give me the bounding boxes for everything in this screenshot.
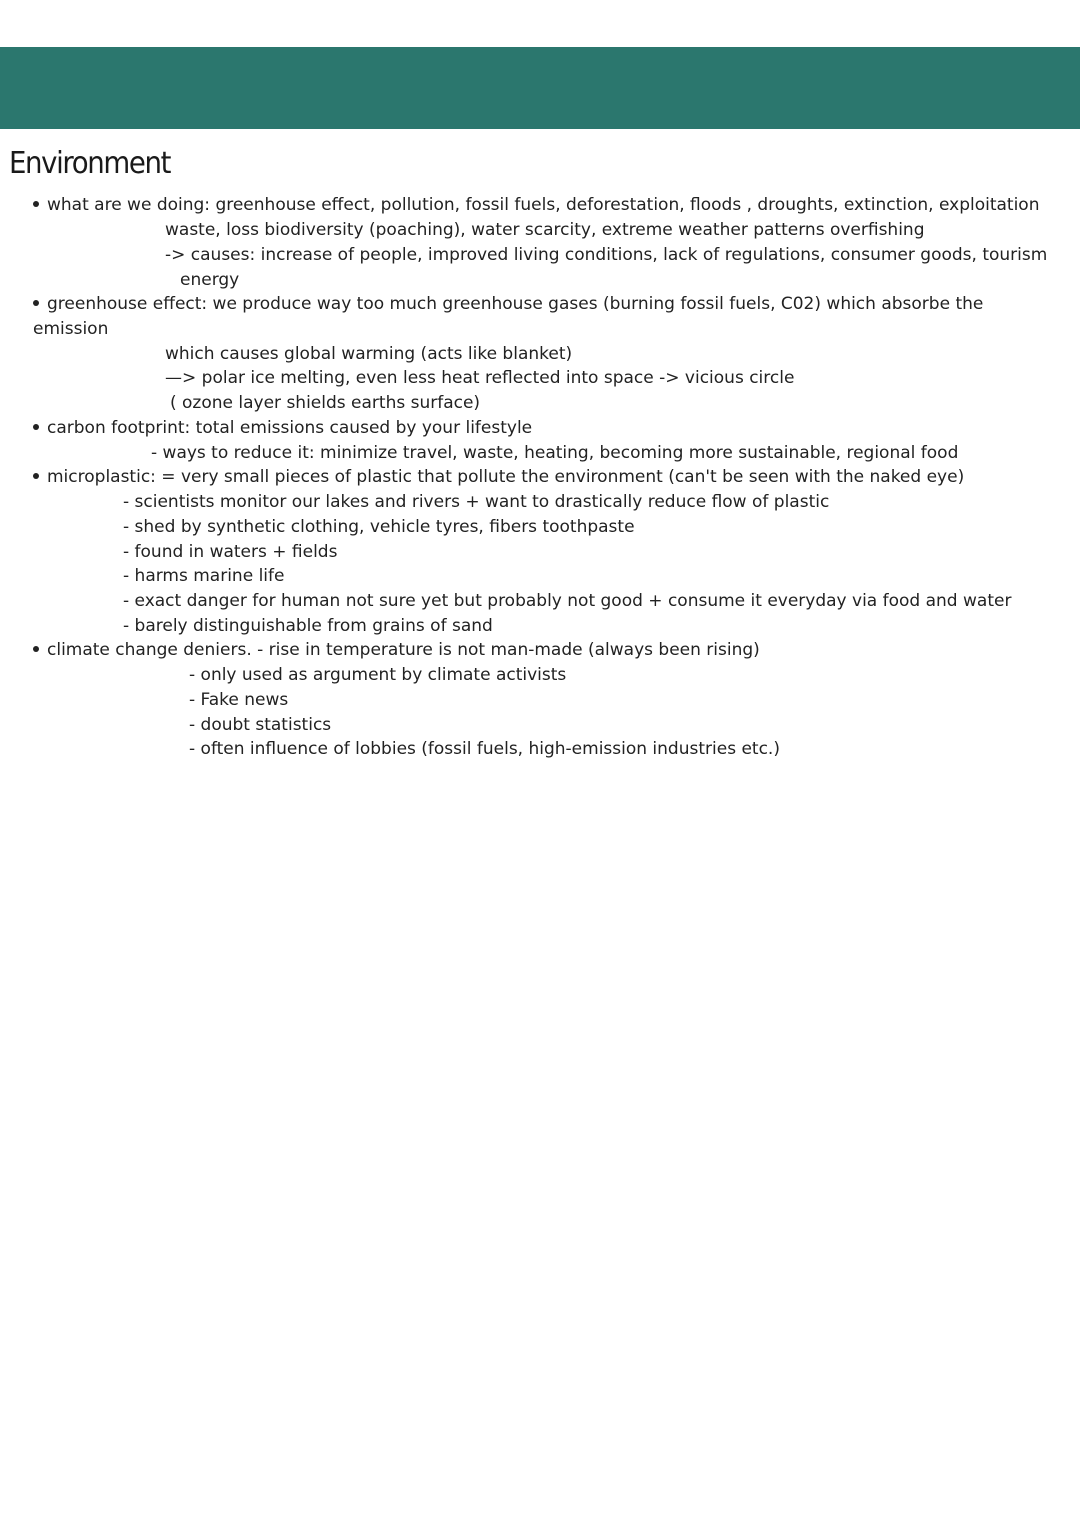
text-line: - scientists monitor our lakes and rivers + want to drastically reduce flow of plastic [123, 492, 830, 512]
bullet-line [33, 292, 983, 316]
text-line: - harms marine life [123, 566, 285, 586]
text-line: - doubt statistics [189, 715, 332, 735]
bullet-text: greenhouse effect: we produce way too much greenhouse gases (burning fossil fuels, C02) which absorbe the [47, 294, 984, 314]
bullet-text: what are we doing: greenhouse effect, pollution, fossil fuels, deforestation, floods , droughts, extinction, exploitation [47, 195, 1040, 215]
bullet-line [33, 638, 760, 662]
bullet-icon [33, 300, 39, 306]
bullet-text: microplastic: = very small pieces of plastic that pollute the environment (can't be seen with the naked eye) [47, 467, 965, 487]
bullet-line [33, 465, 964, 489]
bullet-icon [33, 424, 39, 430]
text-line: ( ozone layer shields earths surface) [170, 393, 481, 413]
bullet-icon [33, 201, 39, 207]
text-line: - often influence of lobbies (fossil fuels, high-emission industries etc.) [189, 739, 780, 759]
text-line: - only used as argument by climate activists [189, 665, 567, 685]
text-line: —> polar ice melting, even less heat reflected into space -> vicious circle [165, 368, 795, 388]
bullet-icon [33, 473, 39, 479]
text-line: - exact danger for human not sure yet but probably not good + consume it everyday via food and water [123, 591, 1012, 611]
header-band [0, 47, 1080, 129]
text-line: energy [180, 270, 240, 290]
bullet-text: carbon footprint: total emissions caused by your lifestyle [47, 418, 533, 438]
text-line: - ways to reduce it: minimize travel, waste, heating, becoming more sustainable, regional food [151, 443, 959, 463]
text-line: emission [33, 319, 109, 339]
bullet-icon [33, 646, 39, 652]
text-line: - found in waters + fields [123, 542, 338, 562]
text-line: - Fake news [189, 690, 289, 710]
text-line: - barely distinguishable from grains of sand [123, 616, 493, 636]
text-line: which causes global warming (acts like blanket) [165, 344, 573, 364]
text-line: -> causes: increase of people, improved living conditions, lack of regulations, consumer goods, tourism [165, 245, 1048, 265]
text-line: - shed by synthetic clothing, vehicle tyres, fibers toothpaste [123, 517, 635, 537]
bullet-line [33, 416, 532, 440]
bullet-line [33, 193, 1039, 217]
text-line: waste, loss biodiversity (poaching), water scarcity, extreme weather patterns overfishing [165, 220, 925, 240]
bullet-text: climate change deniers. - rise in temperature is not man-made (always been rising) [47, 640, 760, 660]
page-title: Environment [9, 146, 171, 181]
